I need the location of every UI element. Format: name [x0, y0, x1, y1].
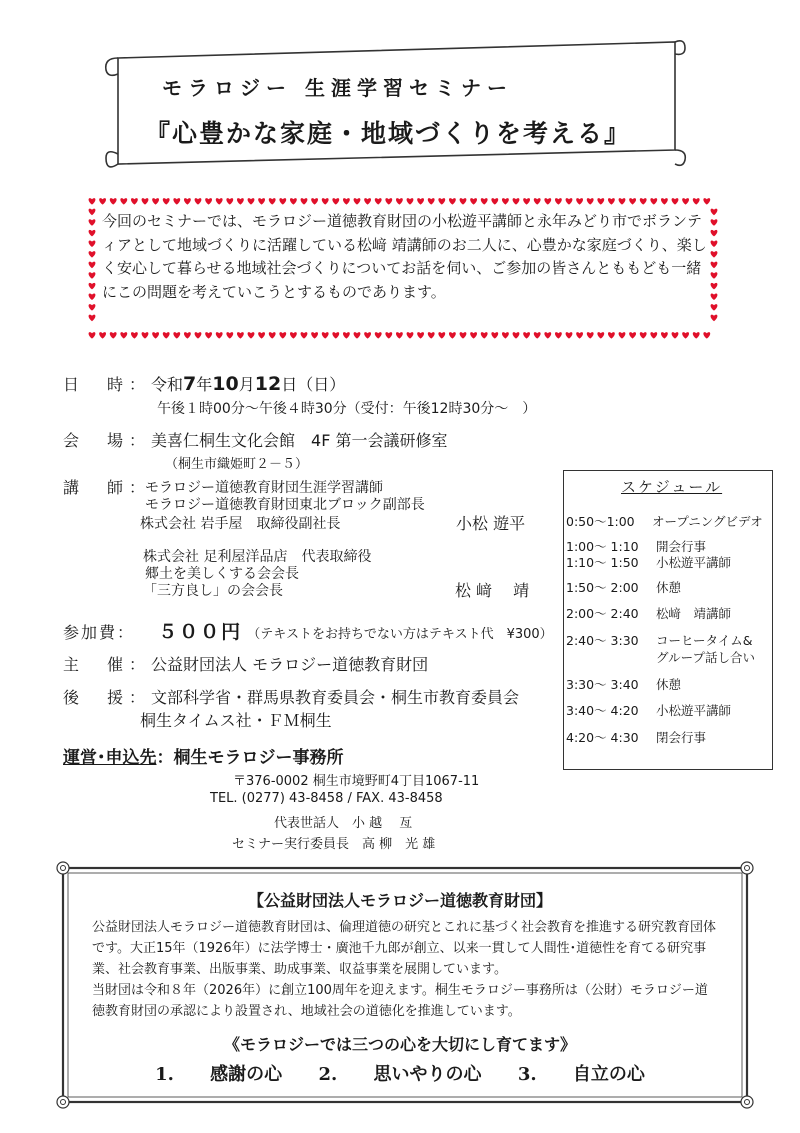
heart-icon [216, 332, 223, 339]
heart-icon [672, 198, 679, 205]
date-year-unit: 年 [196, 375, 213, 394]
heart-icon [110, 198, 117, 205]
fee-row [63, 617, 553, 644]
heart-icon [311, 332, 318, 339]
heart-icon [385, 198, 392, 205]
heart-icon [711, 304, 718, 311]
heart-icon [523, 198, 530, 205]
heart-icon [195, 198, 202, 205]
heart-icon [89, 332, 96, 339]
schedule-event: 開会行事 [656, 539, 707, 554]
heart-item-gratitude: 1. 感謝の心 [155, 1064, 283, 1085]
schedule-time: 2:40～ 3:30 [566, 633, 639, 648]
support-line-1: 文部科学省・群馬県教育委員会・桐生市教育委員会 [151, 688, 520, 707]
heart-icon [608, 198, 615, 205]
date-row [63, 372, 345, 395]
heart-icon [513, 332, 520, 339]
heart-icon [205, 332, 212, 339]
foundation-description [92, 917, 717, 1022]
heart-icon [237, 198, 244, 205]
komatsu-title-1: モラロジー道徳教育財団生涯学習講師 [145, 480, 383, 496]
schedule-time: 0:50～1:00 [566, 514, 635, 529]
heart-icon [534, 332, 541, 339]
date-label: 日 時： [63, 375, 152, 394]
heart-icon [449, 198, 456, 205]
host-value: 公益財団法人 モラロジー道徳教育財団 [151, 655, 429, 674]
heart-icon [470, 198, 477, 205]
schedule-row [566, 701, 731, 719]
time-range: 午後１時00分～午後４時30分（受付：午後12時30分～ ） [157, 401, 537, 417]
foundation-slogan: 《モラロジーでは三つの心を大切にし育てます》 [223, 1035, 576, 1054]
schedule-time: 2:00～ 2:40 [566, 606, 639, 621]
heart-icon [89, 251, 96, 258]
heart-icon [354, 332, 361, 339]
heart-icon [142, 198, 149, 205]
schedule-row [566, 553, 731, 571]
heart-icon [364, 332, 371, 339]
matsuzaki-title-1: 株式会社 足利屋洋品店 代表取締役 [143, 549, 372, 565]
heart-icon [375, 332, 382, 339]
heart-icon [184, 198, 191, 205]
lecturer-label: 講 師： [63, 478, 152, 497]
heart-icon [311, 198, 318, 205]
heart-icon [99, 332, 106, 339]
venue-address: （桐生市織姫町２－５） [165, 457, 309, 472]
heart-icon [195, 332, 202, 339]
contact-label: 運営･申込先 [63, 748, 157, 768]
venue-label: 会 場： [63, 431, 152, 450]
matsuzaki-title-3: 「三方良し」の会会長 [143, 583, 283, 599]
schedule-event: オープニングビデオ [652, 514, 763, 529]
heart-icon [449, 332, 456, 339]
heart-icon [216, 198, 223, 205]
schedule-time: 3:40～ 4:20 [566, 703, 639, 718]
support-row [63, 685, 519, 708]
schedule-time: 3:30～ 3:40 [566, 677, 639, 692]
schedule-time: 4:20～ 4:30 [566, 730, 639, 745]
foundation-paragraph-1: 公益財団法人モラロジー道徳教育財団は、倫理道徳の研究とこれに基づく社会教育を推進する研究教育団体です。大正15年（1926年）に法学博士・廣池千九郎が創立、以来一貫して人間性･道徳性を育てる研究事業、社会教育事業、出版事業、助成事業、収益事業を展開しています。 [92, 920, 717, 977]
heart-icon [89, 230, 96, 237]
heart-icon [322, 332, 329, 339]
heart-icon [566, 198, 573, 205]
heart-icon [226, 198, 233, 205]
date-era: 令和 [151, 375, 184, 394]
heart-icon [650, 198, 657, 205]
heart-icon [396, 198, 403, 205]
heart-icon [343, 198, 350, 205]
heart-icon [619, 198, 626, 205]
heart-icon [703, 332, 710, 339]
fee-label: 参加費： [63, 623, 136, 642]
heart-icon [89, 240, 96, 247]
schedule-event: 休憩 [656, 677, 682, 692]
heart-icon [597, 332, 604, 339]
heart-icon [555, 332, 562, 339]
heart-icon [460, 332, 467, 339]
venue-row [63, 428, 448, 451]
schedule-row [566, 578, 681, 596]
contact-office-name: 桐生モラロジー事務所 [173, 748, 344, 768]
heart-icon [89, 304, 96, 311]
schedule-row [566, 728, 706, 746]
schedule-time: 1:50～ 2:00 [566, 580, 639, 595]
heart-icon [597, 198, 604, 205]
date-month-unit: 月 [238, 375, 255, 394]
heart-icon [290, 198, 297, 205]
foundation-title: 【公益財団法人モラロジー道徳教育財団】 [247, 891, 552, 910]
support-line-2: 桐生タイムス社・ＦＭ桐生 [140, 711, 332, 730]
heart-icon [555, 198, 562, 205]
heart-icon [290, 332, 297, 339]
heart-icon [173, 198, 180, 205]
heart-icon [640, 332, 647, 339]
heart-icon [99, 198, 106, 205]
heart-icon [322, 198, 329, 205]
host-row [63, 652, 428, 675]
heart-icon [661, 198, 668, 205]
heart-icon [650, 332, 657, 339]
heart-icon [661, 332, 668, 339]
heart-icon [693, 198, 700, 205]
date-year: 7 [183, 373, 197, 395]
heart-icon [428, 198, 435, 205]
heart-icon [269, 332, 276, 339]
heart-icon [163, 332, 170, 339]
heart-icon [640, 198, 647, 205]
schedule-time: 1:00～ 1:10 [566, 539, 639, 554]
heart-icon [587, 198, 594, 205]
heart-icon [205, 198, 212, 205]
heart-icon [226, 332, 233, 339]
heart-icon [184, 332, 191, 339]
heart-icon [301, 332, 308, 339]
heart-icon [629, 332, 636, 339]
schedule-row [566, 512, 763, 530]
heart-icon [375, 198, 382, 205]
heart-icon [428, 332, 435, 339]
schedule-time: 1:10～ 1:50 [566, 555, 639, 570]
heart-icon [587, 332, 594, 339]
komatsu-title-2: モラロジー道徳教育財団東北ブロック副部長 [145, 497, 425, 513]
heart-icon [544, 332, 551, 339]
heart-icon [89, 198, 96, 205]
schedule-event: コーヒータイム& [656, 633, 753, 648]
heart-icon [279, 198, 286, 205]
date-day-unit: 日（日） [281, 375, 346, 394]
heart-icon [301, 198, 308, 205]
heart-icon [711, 315, 718, 322]
heart-icon [703, 198, 710, 205]
heart-icon [89, 262, 96, 269]
schedule-row [566, 675, 681, 693]
heart-icon [89, 219, 96, 226]
heart-icon [576, 332, 583, 339]
heart-icon [131, 198, 138, 205]
heart-icon [396, 332, 403, 339]
schedule-row [566, 631, 753, 649]
contact-colon: ： [156, 748, 174, 768]
support-label: 後 援： [63, 688, 152, 707]
schedule-row [566, 604, 731, 622]
host-label: 主 催： [63, 655, 152, 674]
schedule-event: 小松遊平講師 [656, 703, 732, 718]
date-month: 10 [212, 373, 239, 395]
schedule-event: 休憩 [656, 580, 682, 595]
heart-icon [354, 198, 361, 205]
heart-icon [438, 198, 445, 205]
heart-icon [481, 198, 488, 205]
schedule-title: スケジュール [621, 478, 723, 496]
schedule-event: グループ話し合い [656, 650, 756, 665]
schedule-event: 松﨑 靖講師 [656, 606, 732, 621]
heart-icon [576, 198, 583, 205]
fee-note: （テキストをお持ちでない方はテキスト代 ¥300） [247, 627, 553, 642]
heart-icon [89, 293, 96, 300]
heart-icon [534, 198, 541, 205]
heart-icon [682, 332, 689, 339]
contact-committee-chair: セミナー実行委員長 高 柳 光 雄 [232, 837, 436, 852]
heart-icon [248, 198, 255, 205]
komatsu-title-3: 株式会社 岩手屋 取締役副社長 [140, 516, 341, 532]
heart-icon [131, 332, 138, 339]
scroll-banner-frame [100, 38, 690, 183]
heart-icon [523, 332, 530, 339]
heart-icon [152, 198, 159, 205]
heart-icon [481, 332, 488, 339]
heart-icon [258, 198, 265, 205]
seminar-series-title: モラロジー 生涯学習セミナー [162, 76, 513, 100]
heart-item-compassion: 2. 思いやりの心 [318, 1064, 482, 1085]
heart-item-independence: 3. 自立の心 [517, 1064, 645, 1085]
heart-icon [237, 332, 244, 339]
heart-icon [89, 283, 96, 290]
foundation-paragraph-2: 当財団は令和８年（2026年）に創立100周年を迎えます。桐生モラロジー事務所は（公財）モラロジー道徳教育財団の承認により設置され、地域社会の道徳化を推進しています。 [92, 983, 708, 1019]
contact-tel-fax: TEL. (0277) 43-8458 / FAX. 43-8458 [210, 791, 443, 806]
heart-icon [619, 332, 626, 339]
heart-icon [407, 198, 414, 205]
schedule-row [566, 648, 755, 666]
heart-icon [89, 272, 96, 279]
heart-icon [332, 198, 339, 205]
schedule-event: 閉会行事 [656, 730, 707, 745]
heart-icon [248, 332, 255, 339]
heart-icon [120, 198, 127, 205]
heart-icon [502, 198, 509, 205]
intro-paragraph: 今回のセミナーでは、モラロジー道徳教育財団の小松遊平講師と永年みどり市でボランティアとして地域づくりに活躍している松﨑 靖講師のお二人に、心豊かな家庭づくり、楽しく安心して暮らせる地域社会づくりについてお話を伺い、ご参加の皆さんとももども一緒にこの問題を考えていこうとするものであります。 [102, 212, 707, 301]
date-day: 12 [254, 373, 282, 395]
fee-amount: ５００円 [158, 621, 243, 643]
contact-row [63, 743, 344, 768]
heart-icon [513, 198, 520, 205]
heart-icon [173, 332, 180, 339]
heart-icon [470, 332, 477, 339]
heart-icon [693, 332, 700, 339]
venue-name: 美喜仁桐生文化会館 4F 第一会議研修室 [151, 431, 448, 450]
heart-icon [89, 209, 96, 216]
heart-icon [163, 198, 170, 205]
seminar-theme-title: 『心豊かな家庭・地域づくりを考える』 [145, 119, 632, 148]
heart-icon [152, 332, 159, 339]
schedule-event: 小松遊平講師 [656, 555, 732, 570]
heart-icon [417, 332, 424, 339]
matsuzaki-title-2: 郷土を美しくする会会長 [145, 566, 299, 582]
heart-icon [279, 332, 286, 339]
three-hearts-list [0, 1060, 800, 1086]
heart-icon [385, 332, 392, 339]
heart-icon [89, 315, 96, 322]
heart-icon [407, 332, 414, 339]
heart-icon [258, 332, 265, 339]
heart-icon [491, 332, 498, 339]
heart-icon [629, 198, 636, 205]
heart-icon [682, 198, 689, 205]
heart-icon [491, 198, 498, 205]
heart-icon [608, 332, 615, 339]
heart-icon [364, 198, 371, 205]
matsuzaki-name: 松 﨑 靖 [455, 581, 530, 600]
heart-icon [269, 198, 276, 205]
heart-icon [110, 332, 117, 339]
heart-icon [343, 332, 350, 339]
heart-icon [460, 198, 467, 205]
contact-address: 〒376-0002 桐生市境野町4丁目1067-11 [233, 774, 480, 789]
heart-icon [332, 332, 339, 339]
heart-icon [438, 332, 445, 339]
heart-icon [142, 332, 149, 339]
heart-icon [417, 198, 424, 205]
heart-icon [566, 332, 573, 339]
heart-icon [672, 332, 679, 339]
heart-icon [120, 332, 127, 339]
contact-representative: 代表世話人 小 越 亙 [274, 816, 413, 831]
heart-icon [502, 332, 509, 339]
heart-icon [544, 198, 551, 205]
komatsu-name: 小松 遊平 [456, 514, 526, 533]
